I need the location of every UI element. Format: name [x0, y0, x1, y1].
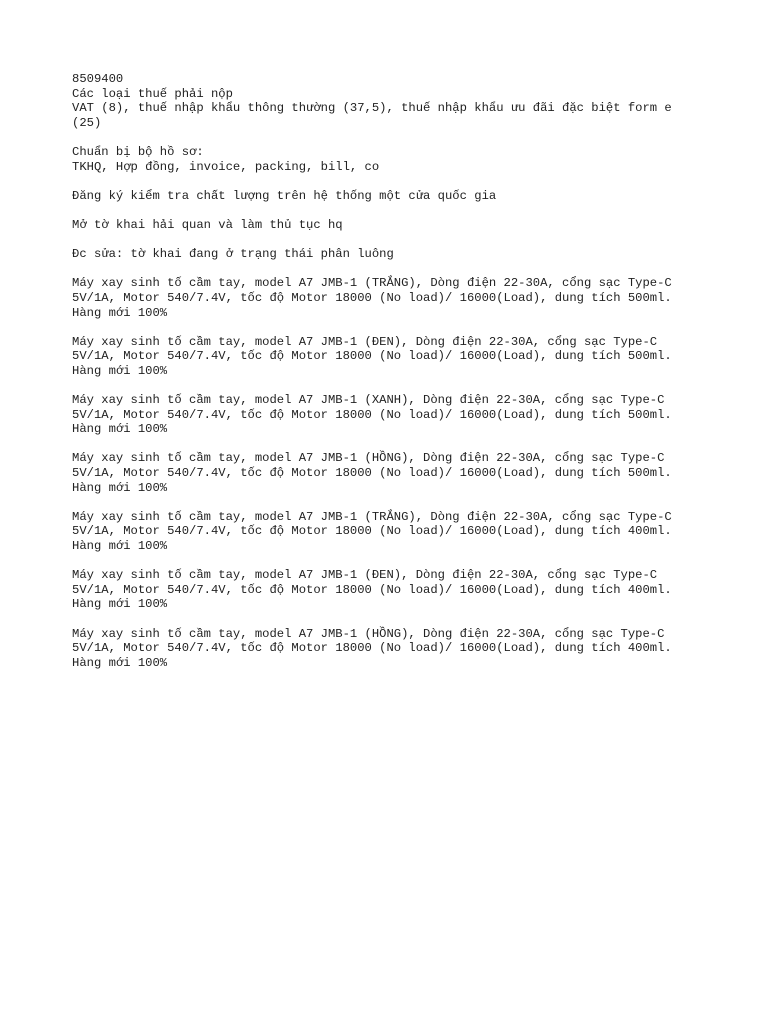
paragraph-gap [72, 554, 696, 569]
paragraph-gap [72, 203, 696, 218]
product-description-line: 5V/1A, Motor 540/7.4V, tốc độ Motor 18000 (No load)/ 16000(Load), dung tích 400ml. [72, 582, 672, 597]
paragraph-gap [72, 437, 696, 452]
product-condition: Hàng mới 100% [72, 539, 168, 553]
product-condition: Hàng mới 100% [72, 305, 168, 320]
product-description-line: Máy xay sinh tố cầm tay, model A7 JMB-1 (XANH), Dòng điện 22-30A, cổng sạc Type-C [72, 393, 665, 408]
product-description-line: Máy xay sinh tố cầm tay, model A7 JMB-1 (HỒNG), Dòng điện 22-30A, cổng sạc Type-C [72, 451, 665, 466]
product-description-line: Máy xay sinh tố cầm tay, model A7 JMB-1 (ĐEN), Dòng điện 22-30A, cổng sạc Type-C [72, 568, 658, 583]
product-block [72, 451, 696, 495]
product-description-line: 5V/1A, Motor 540/7.4V, tốc độ Motor 18000 (No load)/ 16000(Load), dung tích 400ml. [72, 524, 672, 539]
paragraph-gap [72, 233, 696, 248]
paragraph-gap [72, 262, 696, 277]
product-block [72, 510, 696, 554]
product-description-line: 5V/1A, Motor 540/7.4V, tốc độ Motor 18000 (No load)/ 16000(Load), dung tích 400ml. [72, 641, 672, 656]
docs-list: TKHQ, Hợp đồng, invoice, packing, bill, co [72, 159, 380, 174]
paragraph-gap [72, 320, 696, 335]
docs-heading: Chuẩn bị bộ hồ sơ: [72, 144, 204, 159]
document-page [72, 72, 696, 670]
product-description-line: Máy xay sinh tố cầm tay, model A7 JMB-1 (ĐEN), Dòng điện 22-30A, cổng sạc Type-C [72, 334, 658, 349]
product-description-line: 5V/1A, Motor 540/7.4V, tốc độ Motor 18000 (No load)/ 16000(Load), dung tích 500ml. [72, 349, 672, 364]
product-description-line: Máy xay sinh tố cầm tay, model A7 JMB-1 (HỒNG), Dòng điện 22-30A, cổng sạc Type-C [72, 626, 665, 641]
product-block [72, 276, 696, 320]
product-block [72, 335, 696, 379]
product-block [72, 627, 696, 671]
product-condition: Hàng mới 100% [72, 363, 168, 378]
paragraph-gap [72, 130, 696, 145]
hs-code: 8509400 [72, 72, 124, 86]
product-description-line: 5V/1A, Motor 540/7.4V, tốc độ Motor 18000 (No load)/ 16000(Load), dung tích 500ml. [72, 290, 672, 305]
product-description-line: 5V/1A, Motor 540/7.4V, tốc độ Motor 18000 (No load)/ 16000(Load), dung tích 500ml. [72, 466, 672, 481]
product-condition: Hàng mới 100% [72, 655, 168, 670]
customs-open-note: Mở tờ khai hải quan và làm thủ tục hq [72, 217, 343, 232]
tax-rates-line: VAT (8), thuế nhập khẩu thông thường (37,5), thuế nhập khẩu ưu đãi đặc biệt form e [72, 101, 672, 116]
product-description-line: Máy xay sinh tố cầm tay, model A7 JMB-1 (TRẮNG), Dòng điện 22-30A, cổng sạc Type-C [72, 276, 672, 291]
paragraph-gap [72, 378, 696, 393]
product-block [72, 393, 696, 437]
product-condition: Hàng mới 100% [72, 480, 168, 495]
tax-heading: Các loại thuế phải nộp [72, 86, 233, 101]
tax-rates-line-cont: (25) [72, 115, 102, 130]
paragraph-gap [72, 174, 696, 189]
amend-note: Đc sửa: tờ khai đang ở trạng thái phân luông [72, 247, 394, 262]
product-block [72, 568, 696, 612]
paragraph-gap [72, 495, 696, 510]
paragraph-gap [72, 612, 696, 627]
product-description-line: Máy xay sinh tố cầm tay, model A7 JMB-1 (TRẮNG), Dòng điện 22-30A, cổng sạc Type-C [72, 509, 672, 524]
product-condition: Hàng mới 100% [72, 422, 168, 437]
product-description-line: 5V/1A, Motor 540/7.4V, tốc độ Motor 18000 (No load)/ 16000(Load), dung tích 500ml. [72, 407, 672, 422]
quality-check-note: Đăng ký kiểm tra chất lượng trên hệ thống một cửa quốc gia [72, 188, 497, 203]
product-condition: Hàng mới 100% [72, 597, 168, 612]
